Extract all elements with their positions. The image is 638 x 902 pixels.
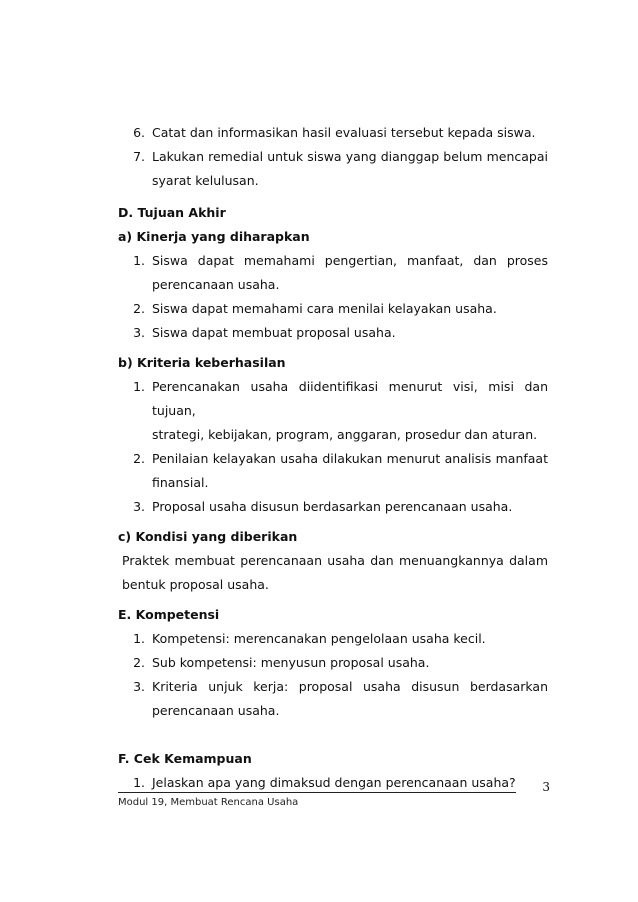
- list-item: [120, 297, 548, 321]
- top-list: [120, 121, 548, 193]
- subsection-b-heading: b) Kriteria keberhasilan: [118, 355, 286, 370]
- list-number: 1.: [133, 631, 145, 646]
- kondisi-paragraph: [118, 549, 548, 597]
- list-text: Perencanakan usaha diidentifikasi menurut visi, misi dan tujuan,: [152, 379, 548, 418]
- list-text: Jelaskan apa yang dimaksud dengan perencanaan usaha?: [152, 775, 516, 790]
- list-item-continuation: [120, 699, 548, 723]
- list-item: [120, 145, 548, 169]
- subsection-a-heading: a) Kinerja yang diharapkan: [118, 229, 310, 244]
- list-text: Siswa dapat membuat proposal usaha.: [152, 325, 396, 340]
- main-content: [118, 121, 548, 795]
- list-number: 6.: [133, 125, 145, 140]
- list-item-continuation: [120, 423, 548, 447]
- list-item: [120, 321, 548, 345]
- list-number: 1.: [133, 253, 145, 268]
- list-text: syarat kelulusan.: [152, 173, 259, 188]
- section-e-heading: E. Kompetensi: [118, 607, 220, 622]
- list-number: 1.: [133, 775, 145, 790]
- list-number: 1.: [133, 379, 145, 394]
- list-item-continuation: [120, 471, 548, 495]
- list-text: finansial.: [152, 475, 209, 490]
- list-text: perencanaan usaha.: [152, 703, 280, 718]
- list-item: [120, 249, 548, 273]
- list-text: Catat dan informasikan hasil evaluasi tersebut kepada siswa.: [152, 125, 536, 140]
- section-d-heading: D. Tujuan Akhir: [118, 205, 226, 220]
- page-number: 3: [542, 780, 550, 794]
- list-text: Proposal usaha disusun berdasarkan perencanaan usaha.: [152, 499, 513, 514]
- paragraph-line: bentuk proposal usaha.: [122, 577, 269, 592]
- list-text: Siswa dapat memahami pengertian, manfaat, dan proses: [152, 253, 548, 268]
- list-item-continuation: [120, 273, 548, 297]
- kinerja-list: [120, 249, 548, 345]
- list-item: [120, 121, 548, 145]
- list-text: Kompetensi: merencanakan pengelolaan usaha kecil.: [152, 631, 486, 646]
- list-item: [120, 651, 548, 675]
- paragraph-line: Praktek membuat perencanaan usaha dan menuangkannya dalam: [122, 553, 548, 568]
- list-number: 7.: [133, 149, 145, 164]
- list-text: strategi, kebijakan, program, anggaran, prosedur dan aturan.: [152, 427, 538, 442]
- list-text: Kriteria unjuk kerja: proposal usaha disusun berdasarkan: [152, 679, 548, 694]
- footer-text: Modul 19, Membuat Rencana Usaha: [118, 797, 299, 808]
- footer-divider: [118, 792, 516, 793]
- list-item-continuation: [120, 169, 548, 193]
- list-number: 3.: [133, 325, 145, 340]
- list-number: 2.: [133, 301, 145, 316]
- list-text: Penilaian kelayakan usaha dilakukan menurut analisis manfaat: [152, 451, 548, 466]
- list-item: [120, 495, 548, 519]
- list-text: Siswa dapat memahami cara menilai kelayakan usaha.: [152, 301, 497, 316]
- list-item: [120, 627, 548, 651]
- list-number: 3.: [133, 679, 145, 694]
- list-text: perencanaan usaha.: [152, 277, 280, 292]
- kriteria-list: [120, 375, 548, 519]
- list-number: 2.: [133, 451, 145, 466]
- list-item: [120, 447, 548, 471]
- subsection-c-heading: c) Kondisi yang diberikan: [118, 529, 298, 544]
- kompetensi-list: [120, 627, 548, 723]
- list-number: 2.: [133, 655, 145, 670]
- list-text: Sub kompetensi: menyusun proposal usaha.: [152, 655, 430, 670]
- section-f-heading: F. Cek Kemampuan: [118, 751, 252, 766]
- list-item: [120, 675, 548, 699]
- list-number: 3.: [133, 499, 145, 514]
- list-text: Lakukan remedial untuk siswa yang dianggap belum mencapai: [152, 149, 548, 164]
- list-item: [120, 375, 548, 423]
